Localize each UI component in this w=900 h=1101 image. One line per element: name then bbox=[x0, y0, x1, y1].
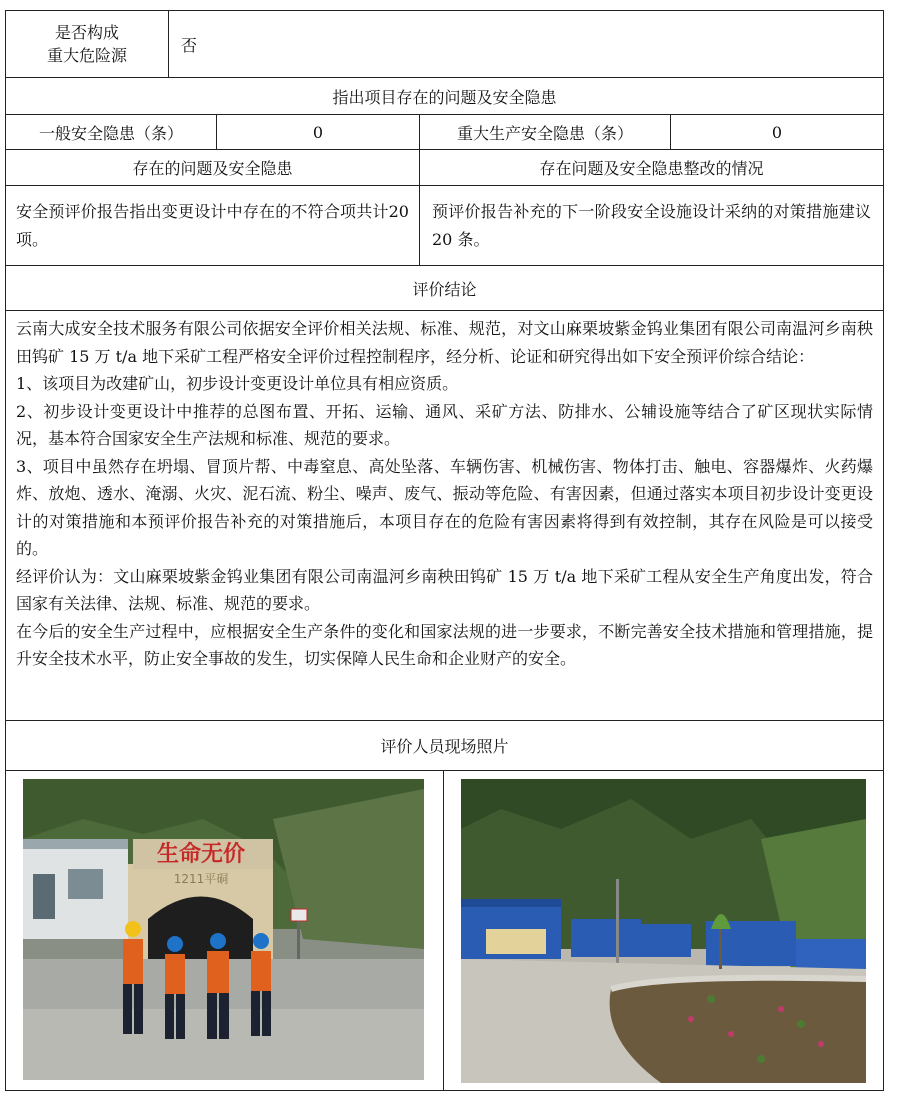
issues-title-row bbox=[6, 78, 883, 115]
conclusion-title-row bbox=[6, 266, 883, 311]
major-hazard-value: 0 bbox=[771, 122, 783, 142]
photos-row bbox=[6, 771, 883, 1090]
conclusion-point-2: 2、初步设计变更设计中推荐的总图布置、开拓、运输、通风、采矿方法、防排水、公辅设施等结合了矿区现状实际情况，基本符合国家安全生产法规和标准、规范的要求。 bbox=[16, 401, 873, 448]
portal-scene-image bbox=[23, 779, 424, 1080]
conclusion-intro: 云南大成安全技术服务有限公司依据安全评价相关法规、标准、规范，对文山麻栗坡紫金钨业集团有限公司南温河乡南秧田钨矿 15 万 t/a 地下采矿工程严格安全评价过程控制程序，经分析、论证和研究得出如下安全预评价综合结论： bbox=[16, 319, 873, 366]
issues-content-row bbox=[6, 186, 883, 266]
issues-title: 指出项目存在的问题及安全隐患 bbox=[332, 87, 557, 107]
site-photo-facilities bbox=[461, 779, 866, 1083]
rectification-header: 存在问题及安全隐患整改的情况 bbox=[539, 159, 764, 178]
hazard-value-text: 否 bbox=[181, 35, 198, 55]
photos-title: 评价人员现场照片 bbox=[380, 737, 509, 756]
site-photo-portal bbox=[23, 779, 424, 1080]
major-hazard-label: 重大生产安全隐患（条） bbox=[420, 115, 671, 149]
issues-header-row bbox=[6, 150, 883, 186]
conclusion-point-1: 1、该项目为改建矿山，初步设计变更设计单位具有相应资质。 bbox=[16, 374, 459, 393]
problems-cell bbox=[6, 186, 420, 265]
portal-sign-main: 生命无价 bbox=[156, 842, 246, 867]
facilities-scene-image bbox=[461, 779, 866, 1083]
rectification-text: 预评价报告补充的下一阶段安全设施设计采纳的对策措施建议 20 条。 bbox=[432, 202, 871, 249]
hazard-value bbox=[169, 11, 883, 77]
conclusion-point-3: 3、项目中虽然存在坍塌、冒顶片帮、中毒窒息、高处坠落、车辆伤害、机械伤害、物体打击、触电、容器爆炸、火药爆炸、放炮、透水、淹溺、火灾、泥石流、粉尘、噪声、废气、振动等危险、有害因素，但通过落实本项目初步设计变更设计的对策措施和本预评价报告补充的对策措施后，本项目存在的危险有害因素将得到有效控制，其存在风险是可以接受的。 bbox=[16, 456, 873, 558]
hazard-label-line1: 是否构成 bbox=[54, 23, 119, 42]
evaluation-form bbox=[5, 10, 884, 1091]
hazard-label bbox=[6, 11, 169, 77]
conclusion-title: 评价结论 bbox=[412, 279, 477, 299]
general-hazard-label: 一般安全隐患（条） bbox=[6, 115, 217, 149]
hazard-row bbox=[6, 11, 883, 78]
portal-sign-number: 1211平硐 bbox=[173, 872, 229, 886]
hazard-label-line2: 重大危险源 bbox=[46, 46, 127, 65]
conclusion-body bbox=[6, 311, 883, 721]
photos-title-row bbox=[6, 721, 883, 771]
conclusion-recommendation: 在今后的安全生产过程中，应根据安全生产条件的变化和国家法规的进一步要求，不断完善安全技术措施和管理措施，提升安全技术水平，防止安全事故的发生，切实保障人民生命和企业财产的安全。 bbox=[16, 621, 873, 668]
rectification-cell bbox=[420, 186, 883, 265]
problems-text: 安全预评价报告指出变更设计中存在的不符合项共计20项。 bbox=[16, 202, 409, 249]
counts-row bbox=[6, 115, 883, 150]
problems-header: 存在的问题及安全隐患 bbox=[6, 150, 420, 185]
conclusion-verdict: 经评价认为：文山麻栗坡紫金钨业集团有限公司南温河乡南秧田钨矿 15 万 t/a 地下采矿工程从安全生产角度出发，符合国家有关法律、法规、标准、规范的要求。 bbox=[16, 566, 873, 613]
photos-divider bbox=[443, 771, 444, 1090]
general-hazard-value: 0 bbox=[217, 115, 420, 149]
